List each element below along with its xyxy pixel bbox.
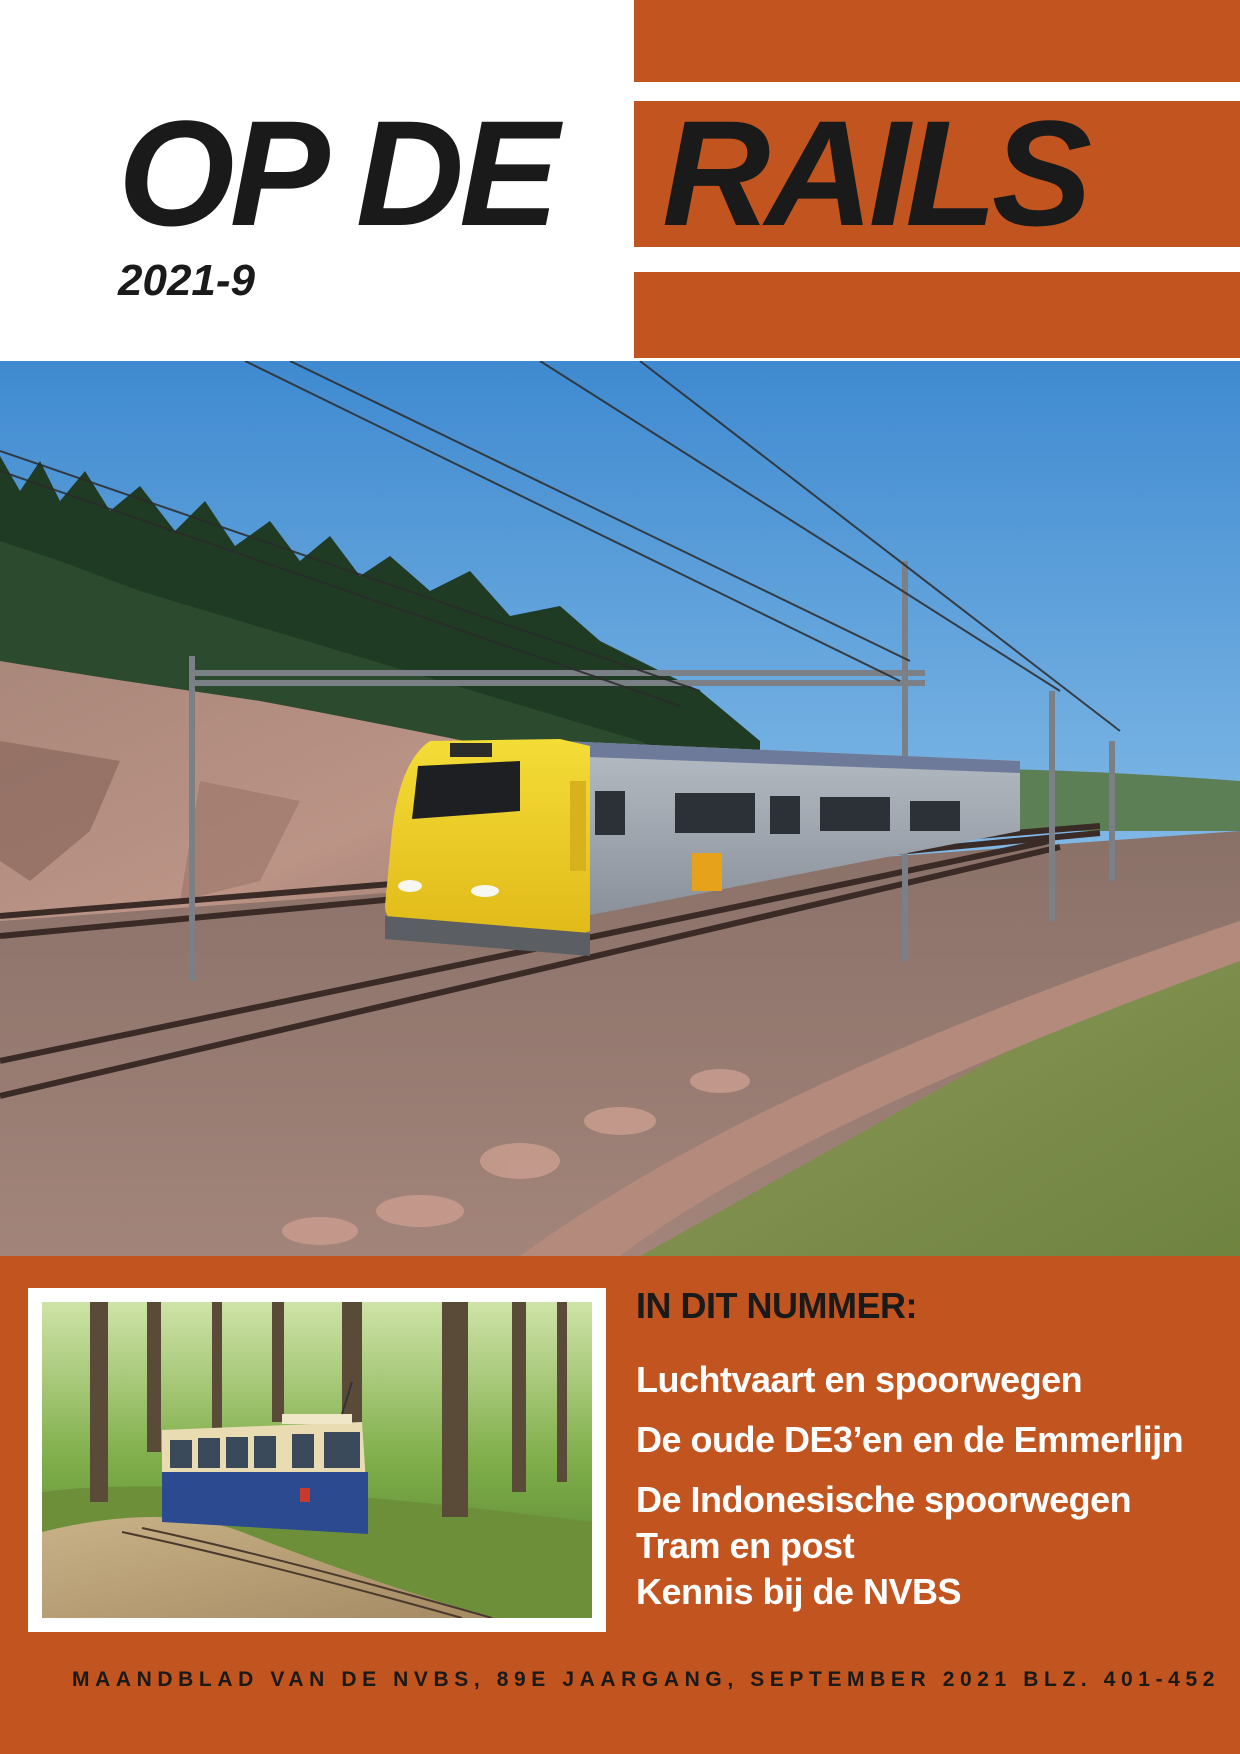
magazine-title-left: OP DE bbox=[118, 89, 555, 257]
contents-item: Tram en post bbox=[636, 1525, 855, 1566]
contents-item: De oude DE3’en en de Emmerlijn bbox=[636, 1419, 1184, 1460]
cover-photo-train bbox=[0, 361, 1240, 1256]
contents-item: De Indonesische spoorwegen bbox=[636, 1479, 1132, 1520]
magazine-title-right: RAILS bbox=[662, 89, 1087, 257]
issue-number: 2021-9 bbox=[118, 256, 256, 305]
contents-heading: IN DIT NUMMER: bbox=[636, 1285, 917, 1326]
masthead-band-bottom bbox=[634, 272, 1240, 358]
inset-photo-tram-in-forest bbox=[42, 1302, 592, 1618]
publication-info: MAANDBLAD VAN DE NVBS, 89E JAARGANG, SEPTEMBER 2021 BLZ. 401-452 bbox=[72, 1668, 1221, 1691]
contents-list bbox=[636, 1358, 1183, 1614]
contents-item: Luchtvaart en spoorwegen bbox=[636, 1359, 1083, 1400]
contents-item: Kennis bij de NVBS bbox=[636, 1571, 962, 1612]
masthead-band-top bbox=[634, 0, 1240, 82]
